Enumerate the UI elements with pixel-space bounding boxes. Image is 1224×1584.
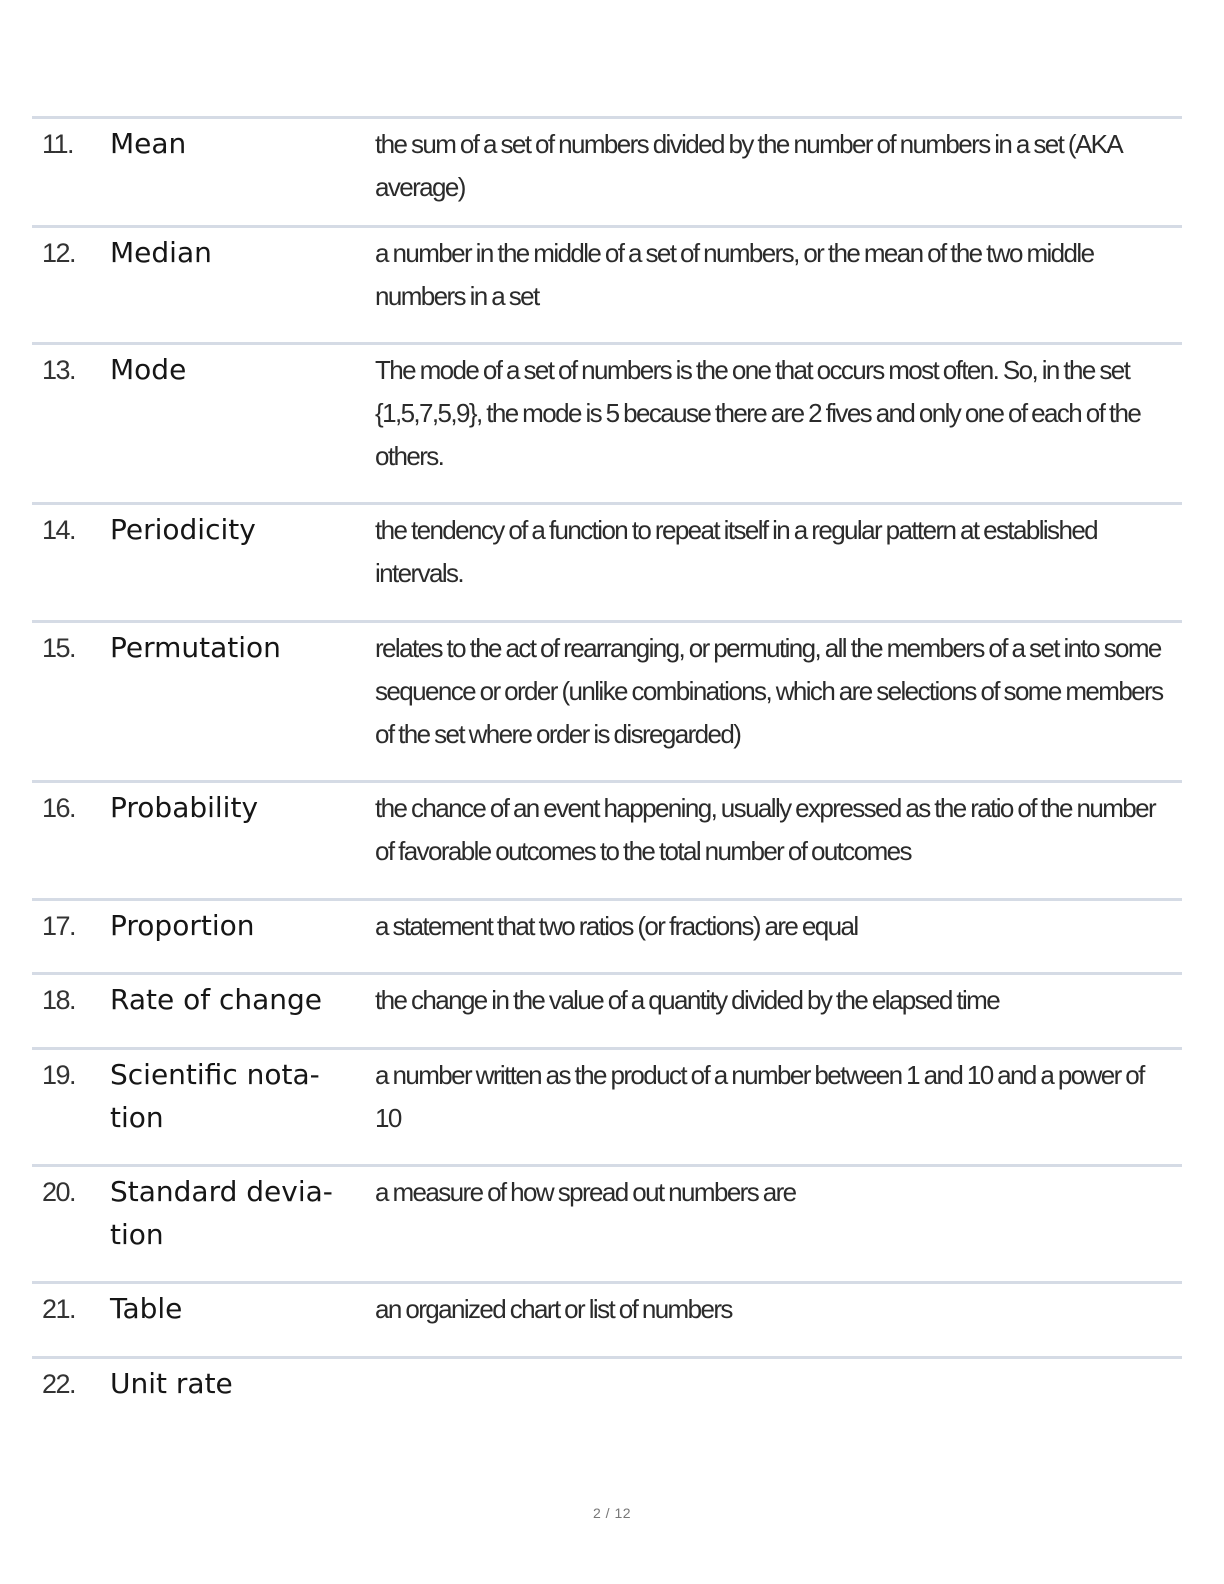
- glossary-row: [32, 975, 1182, 1050]
- term: Permutation: [110, 631, 281, 664]
- term: Scientific nota-tion: [110, 1058, 320, 1134]
- glossary-row: [32, 1050, 1182, 1167]
- definition: the change in the value of a quantity divided by the elapsed time: [375, 985, 1000, 1015]
- glossary-row: [32, 901, 1182, 975]
- glossary-row: [32, 228, 1182, 345]
- definition: a number in the middle of a set of numbers, or the mean of the two middle numbers in a set: [375, 238, 1094, 311]
- term: Median: [110, 236, 212, 269]
- term: Rate of change: [110, 983, 323, 1016]
- glossary-row: [32, 1359, 1182, 1429]
- glossary-row: [32, 505, 1182, 623]
- definition: the chance of an event happening, usually expressed as the ratio of the number of favorable outcomes to the total number of outcomes: [375, 793, 1156, 866]
- row-number: 22.: [42, 1369, 76, 1399]
- row-number: 17.: [42, 911, 76, 941]
- row-number: 14.: [42, 515, 76, 545]
- row-number: 16.: [42, 793, 76, 823]
- definition: [375, 1359, 1182, 1363]
- row-number: 21.: [42, 1294, 76, 1324]
- definition: the sum of a set of numbers divided by the number of numbers in a set (AKA average): [375, 129, 1121, 202]
- definition: a measure of how spread out numbers are: [375, 1177, 796, 1207]
- glossary-row: [32, 1284, 1182, 1359]
- row-number: 11.: [42, 129, 74, 159]
- row-number: 15.: [42, 633, 76, 663]
- page-number: 2 / 12: [592, 1505, 632, 1521]
- glossary-row: [32, 1167, 1182, 1284]
- row-number: 18.: [42, 985, 76, 1015]
- term: Mode: [110, 353, 187, 386]
- term: Periodicity: [110, 513, 256, 546]
- definition: the tendency of a function to repeat itself in a regular pattern at established intervals.: [375, 515, 1098, 588]
- definition: a statement that two ratios (or fractions) are equal: [375, 911, 858, 941]
- term: Proportion: [110, 909, 255, 942]
- definition: relates to the act of rearranging, or permuting, all the members of a set into some sequence or order (unlike combinations, which are selections of some members of the set where order is disregarded): [375, 633, 1163, 749]
- term: Mean: [110, 127, 187, 160]
- glossary-row: [32, 345, 1182, 505]
- glossary-table: [32, 116, 1182, 1429]
- glossary-row: [32, 783, 1182, 901]
- term: Standard devia-tion: [110, 1175, 333, 1251]
- row-number: 20.: [42, 1177, 76, 1207]
- term: Table: [110, 1292, 183, 1325]
- term: Unit rate: [110, 1367, 233, 1400]
- row-number: 19.: [42, 1060, 76, 1090]
- definition: The mode of a set of numbers is the one that occurs most often. So, in the set {1,5,7,5,9}, the mode is 5 because there are 2 fives and only one of each of the others.: [375, 355, 1141, 471]
- definition: a number written as the product of a number between 1 and 10 and a power of 10: [375, 1060, 1144, 1133]
- glossary-row: [32, 623, 1182, 783]
- row-number: 13.: [42, 355, 76, 385]
- glossary-row: [32, 119, 1182, 228]
- row-number: 12.: [42, 238, 76, 268]
- definition: an organized chart or list of numbers: [375, 1294, 732, 1324]
- term: Probability: [110, 791, 259, 824]
